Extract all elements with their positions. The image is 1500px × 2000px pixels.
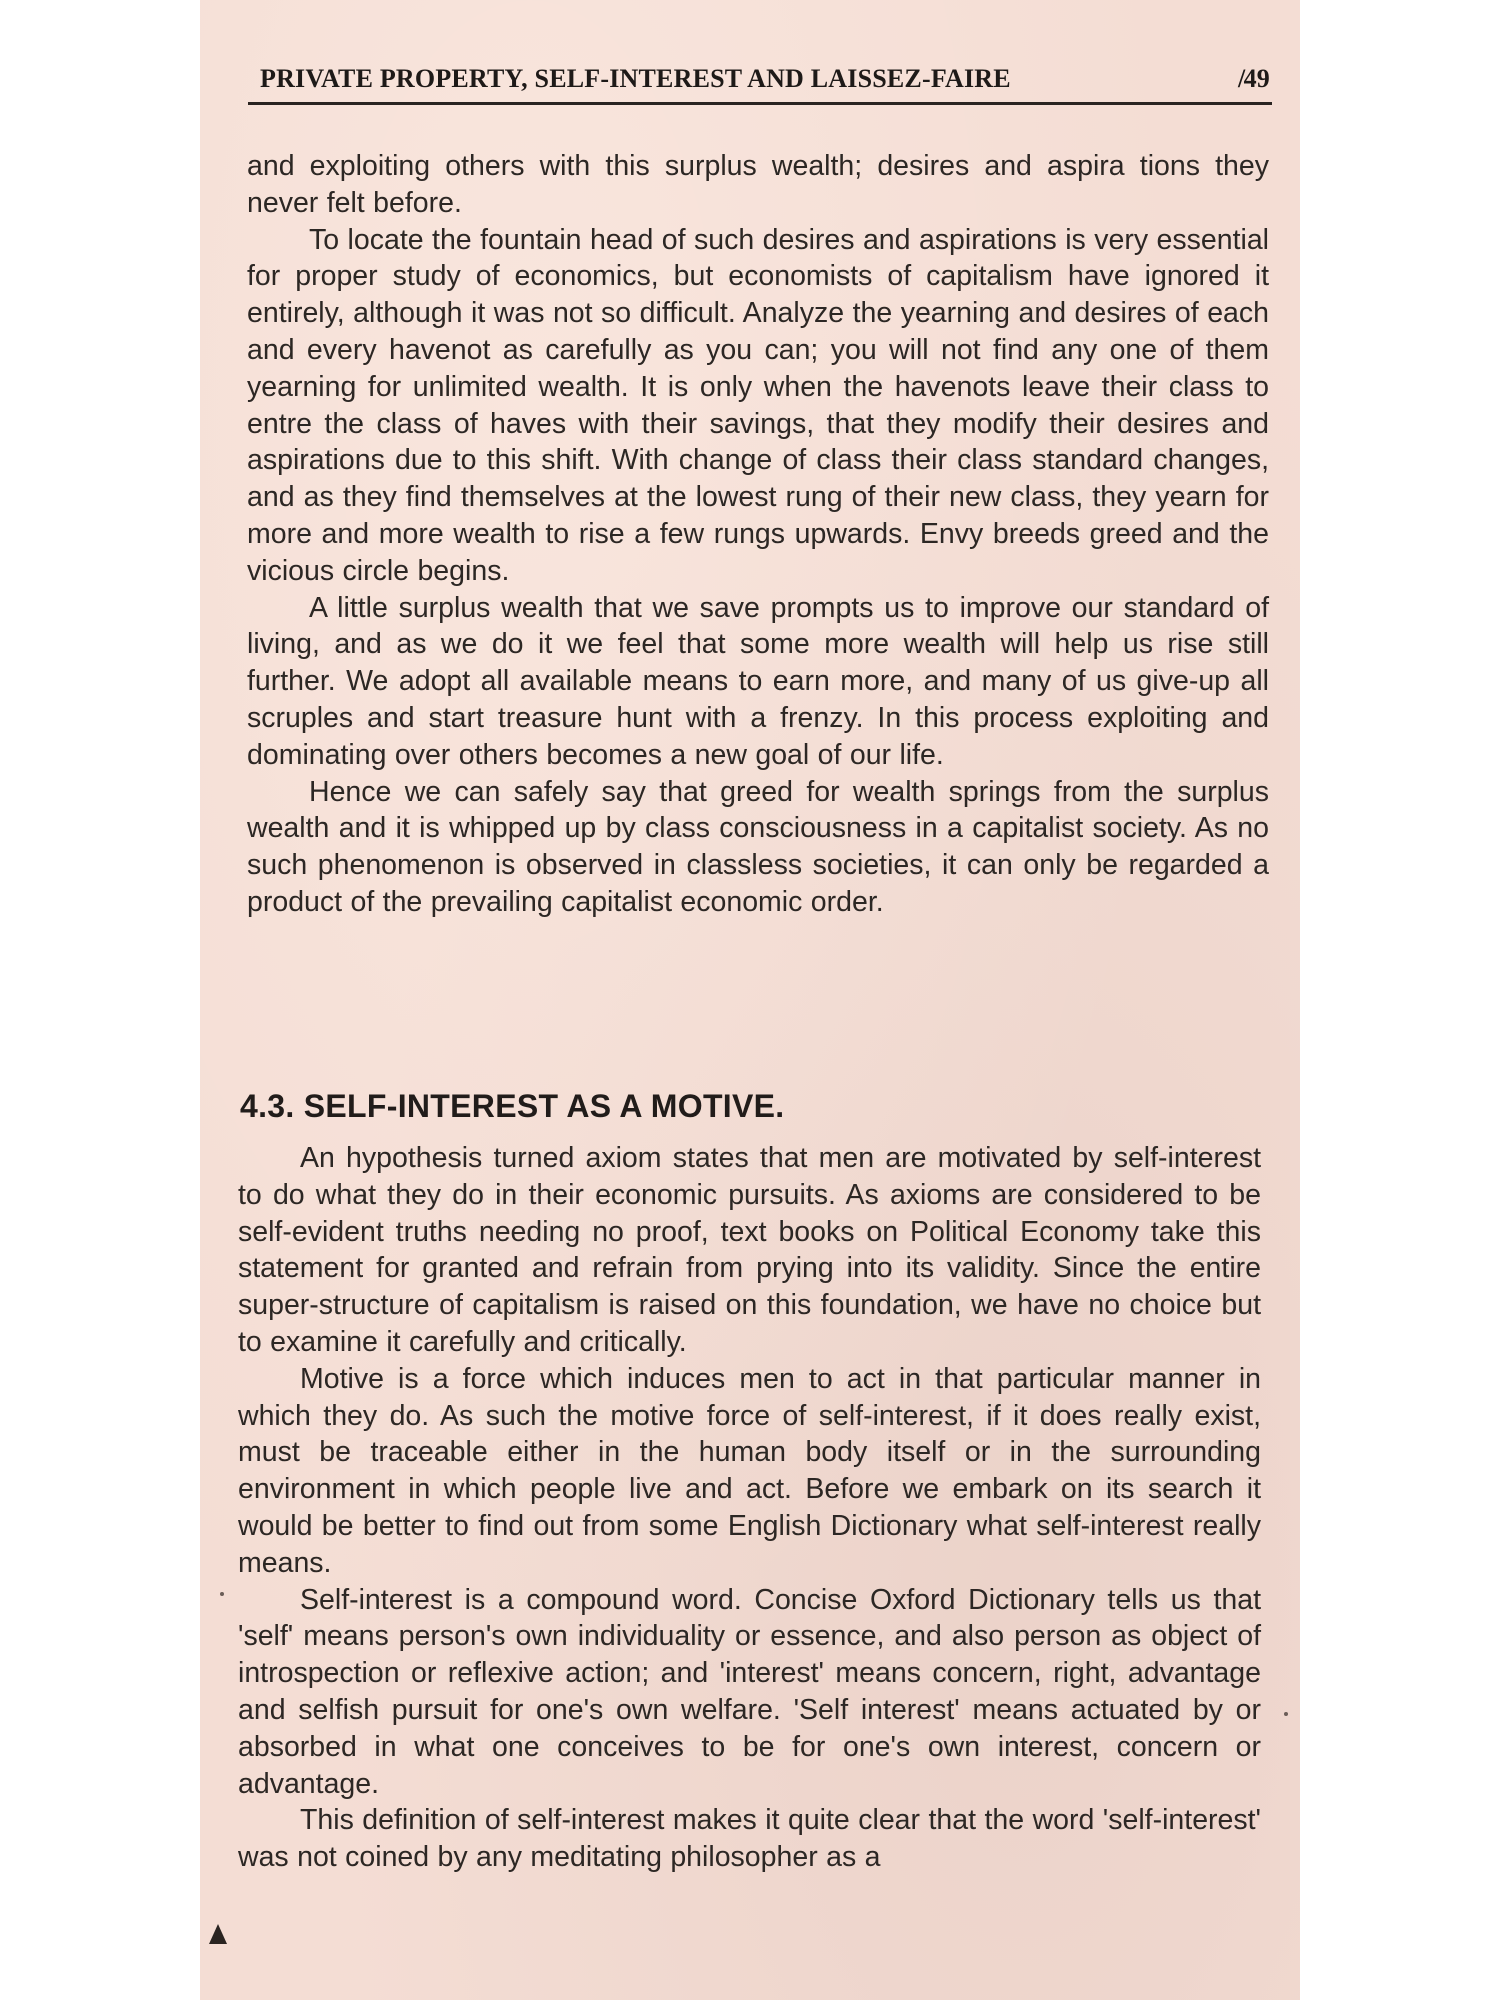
paragraph: Motive is a force which induces men to act in that particular manner in which they do. As such the motive force of self-interest, if it does really exist, must be traceable either in the human body itself or in the surrounding environment in which people live and act. Before we embark on its search it would be better to find out from some English Dictionary what self-interest really means. <box>238 1362 1261 1579</box>
paragraph: A little surplus wealth that we save prompts us to improve our standard of living, and as we do it we feel that some more wealth will help us rise still further. We adopt all available means to earn more, and many of us give-up all scruples and start treasure hunt with a frenzy. In this process exploiting and dominating over others becomes a new goal of our life. <box>247 591 1269 771</box>
paragraph: and exploiting others with this surplus wealth; desires and aspira tions they never felt before. <box>247 150 1269 219</box>
scan-speck <box>220 1592 224 1596</box>
text-block-after-heading <box>238 1140 1261 1876</box>
header-separator: / <box>1238 64 1246 93</box>
scan-speck <box>1284 1712 1288 1716</box>
section-heading: 4.3. SELF-INTEREST AS A MOTIVE. <box>240 1088 785 1124</box>
scanned-book-page <box>200 0 1300 2000</box>
paragraph: To locate the fountain head of such desires and aspirations is very essential for proper study of economics, but economists of capitalism have ignored it entirely, although it was not so difficult. Analyze the yearning and desires of each and every havenot as carefully as you can; you will not find any one of them yearning for unlimited wealth. It is only when the havenots leave their class to entre the class of haves with their savings, that they modify their desires and aspirations due to this shift. With change of class their class standard changes, and as they find themselves at the lowest rung of their new class, they yearn for more and more wealth to rise a few rungs upwards. Envy breeds greed and the vicious circle begins. <box>247 223 1269 587</box>
paragraph: This definition of self-interest makes it quite clear that the word 'self-interest' was not coined by any meditating philosopher as a <box>238 1804 1261 1874</box>
paragraph: Hence we can safely say that greed for wealth springs from the surplus wealth and it is whipped up by class consciousness in a capitalist society. As no such phenomenon is observed in classless societies, it can only be regarded a product of the prevailing capitalist economic order. <box>247 775 1269 918</box>
text-block-before-heading <box>247 148 1269 921</box>
margin-arrow-icon <box>209 1924 227 1944</box>
paragraph: An hypothesis turned axiom states that men are motivated by self-interest to do what they do in their economic pursuits. As axioms are considered to be self-evident truths needing no proof, text books on Political Economy take this statement for granted and refrain from prying into its validity. Since the entire super-structure of capitalism is raised on this foundation, we have no choice but to examine it carefully and critically. <box>238 1142 1261 1358</box>
header-title: PRIVATE PROPERTY, SELF-INTEREST AND LAISSEZ-FAIRE <box>260 64 1011 93</box>
running-header <box>248 62 1272 105</box>
paragraph: Self-interest is a compound word. Concise Oxford Dictionary tells us that 'self' means person's own individuality or essence, and also person as object of introspection or reflexive action; and 'interest' means concern, right, advantage and selfish pursuit for one's own welfare. 'Self interest' means actuated by or absorbed in what one conceives to be for one's own interest, concern or advantage. <box>238 1583 1261 1800</box>
page-number: 49 <box>1243 64 1270 93</box>
